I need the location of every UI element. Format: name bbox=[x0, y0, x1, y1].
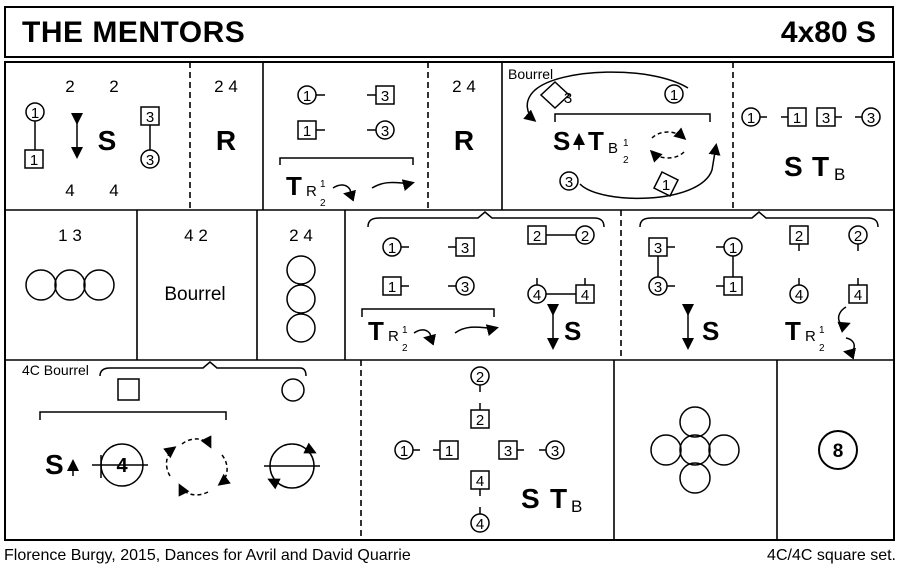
diagram-label: 2 bbox=[320, 198, 326, 209]
diagram-label: S bbox=[784, 151, 803, 182]
diagram-label: 3 bbox=[380, 88, 390, 105]
diagram-label: 1 bbox=[387, 240, 397, 257]
diagram-label: 1 bbox=[320, 179, 326, 190]
diagram-label: T bbox=[588, 126, 604, 156]
diagram-label: 3 bbox=[503, 443, 513, 460]
bar-10 bbox=[362, 212, 604, 354]
couple-count: 8 bbox=[832, 441, 844, 462]
diagram-label: 3 bbox=[821, 110, 831, 127]
diagram-label: 1 bbox=[444, 443, 454, 460]
dancer-number: 1 bbox=[30, 105, 40, 122]
diagram-label: 4 bbox=[532, 287, 542, 304]
diagram-label: R bbox=[805, 328, 816, 345]
diagram-label: 2 bbox=[819, 343, 825, 354]
bar-4 bbox=[452, 77, 476, 156]
bar-7 bbox=[26, 226, 114, 300]
footer-credit: Florence Burgy, 2015, Dances for Avril and David Quarrie bbox=[4, 547, 411, 564]
diagram-label: 1 bbox=[792, 110, 802, 127]
bar-count: 1 3 bbox=[58, 226, 82, 245]
diagram-label: 2 bbox=[853, 228, 863, 245]
figure-setting: S bbox=[97, 125, 117, 156]
diagram-label: B bbox=[608, 140, 619, 157]
bar-14 bbox=[651, 407, 739, 493]
diagram-label: 1 bbox=[302, 88, 312, 105]
bar-count: 4 2 bbox=[184, 226, 208, 245]
diagram-label: S bbox=[553, 126, 571, 156]
bar-3 bbox=[280, 86, 413, 209]
bar-1 bbox=[25, 77, 159, 200]
dance-formation: 4x80 S bbox=[780, 16, 876, 49]
bar-8 bbox=[164, 226, 225, 305]
diagram-label: S bbox=[521, 483, 540, 514]
bar-2 bbox=[214, 77, 238, 156]
diagram-label: R bbox=[306, 183, 317, 200]
diagram-label: T bbox=[785, 316, 801, 346]
dancer-number: 3 bbox=[145, 152, 155, 169]
diagram-label: T bbox=[812, 151, 830, 182]
diagram-label: 2 bbox=[475, 412, 485, 429]
diagram-label: 3 bbox=[563, 90, 573, 107]
diagram-label: 1 bbox=[669, 87, 679, 104]
figure-turn: T bbox=[286, 171, 302, 201]
diagram-label: 1 bbox=[661, 177, 671, 194]
diagram-label: 2 bbox=[794, 228, 804, 245]
bar-count: 2 bbox=[109, 77, 119, 96]
diagram-label: 3 bbox=[460, 279, 470, 296]
diagram-label: 1 bbox=[728, 240, 738, 257]
diagram-label: 4 bbox=[580, 287, 590, 304]
diagram-label: 3 bbox=[866, 110, 876, 127]
diagram-label: 3 bbox=[550, 443, 560, 460]
dance-title: THE MENTORS bbox=[22, 16, 246, 49]
bar-5 bbox=[508, 66, 716, 198]
bar-6 bbox=[742, 108, 880, 184]
bar-11 bbox=[640, 212, 878, 354]
diagram-label: 3 bbox=[460, 240, 470, 257]
diagram-label: 4 bbox=[853, 287, 863, 304]
diagram-label: 2 bbox=[623, 155, 629, 166]
diagram-label: 2 bbox=[532, 228, 542, 245]
diagram-label: 4 bbox=[794, 287, 804, 304]
diagram-label: 2 bbox=[580, 228, 590, 245]
bar-12 bbox=[22, 362, 320, 495]
diagram-label: 2 bbox=[402, 343, 408, 354]
diagram-label: T bbox=[368, 316, 384, 346]
bar-count: 2 4 bbox=[452, 77, 476, 96]
diagram-label: 1 bbox=[399, 443, 409, 460]
diagram-label: 3 bbox=[653, 279, 663, 296]
diagram-label: 1 bbox=[623, 138, 629, 149]
bourrel-label: 4C Bourrel bbox=[22, 362, 89, 378]
bar-9 bbox=[287, 226, 315, 342]
diagram-label: B bbox=[834, 165, 846, 184]
figure-rights: R bbox=[215, 125, 237, 156]
dancer-number: 3 bbox=[145, 109, 155, 126]
bar-13 bbox=[395, 367, 582, 533]
diagram-label: 4 bbox=[475, 516, 485, 533]
diagram-label: S bbox=[45, 449, 64, 480]
dancer-number: 1 bbox=[29, 152, 39, 169]
diagram-label: 1 bbox=[402, 325, 408, 336]
diagram-label: 1 bbox=[728, 279, 738, 296]
bar-count: 2 4 bbox=[214, 77, 238, 96]
diagram-label: 3 bbox=[380, 123, 390, 140]
bar-count: 2 4 bbox=[289, 226, 313, 245]
bar-15 bbox=[819, 431, 857, 469]
bourrel-label: Bourrel bbox=[164, 284, 226, 305]
diagram-label: 1 bbox=[302, 123, 312, 140]
footer-set: 4C/4C square set. bbox=[767, 547, 896, 564]
diagram-label: 3 bbox=[564, 174, 574, 191]
diagram-label: S bbox=[564, 316, 582, 346]
diagram-label: 1 bbox=[819, 325, 825, 336]
bar-count: 2 bbox=[65, 77, 75, 96]
bourrel-label: Bourrel bbox=[508, 66, 554, 82]
diagram-label: 4 bbox=[475, 473, 485, 490]
diagram-label: 1 bbox=[746, 110, 756, 127]
diagram-label: S bbox=[702, 316, 720, 346]
diagram-label: 2 bbox=[475, 369, 485, 386]
diagram-label: B bbox=[571, 497, 583, 516]
diagram-label: 3 bbox=[653, 240, 663, 257]
figure-rights: R bbox=[453, 125, 475, 156]
diagram-label: T bbox=[550, 483, 568, 514]
couple-count: 4 bbox=[116, 455, 128, 477]
bar-count: 4 bbox=[65, 181, 75, 200]
diagram-label: R bbox=[388, 328, 399, 345]
bar-count: 4 bbox=[109, 181, 119, 200]
diagram-label: 1 bbox=[387, 279, 397, 296]
